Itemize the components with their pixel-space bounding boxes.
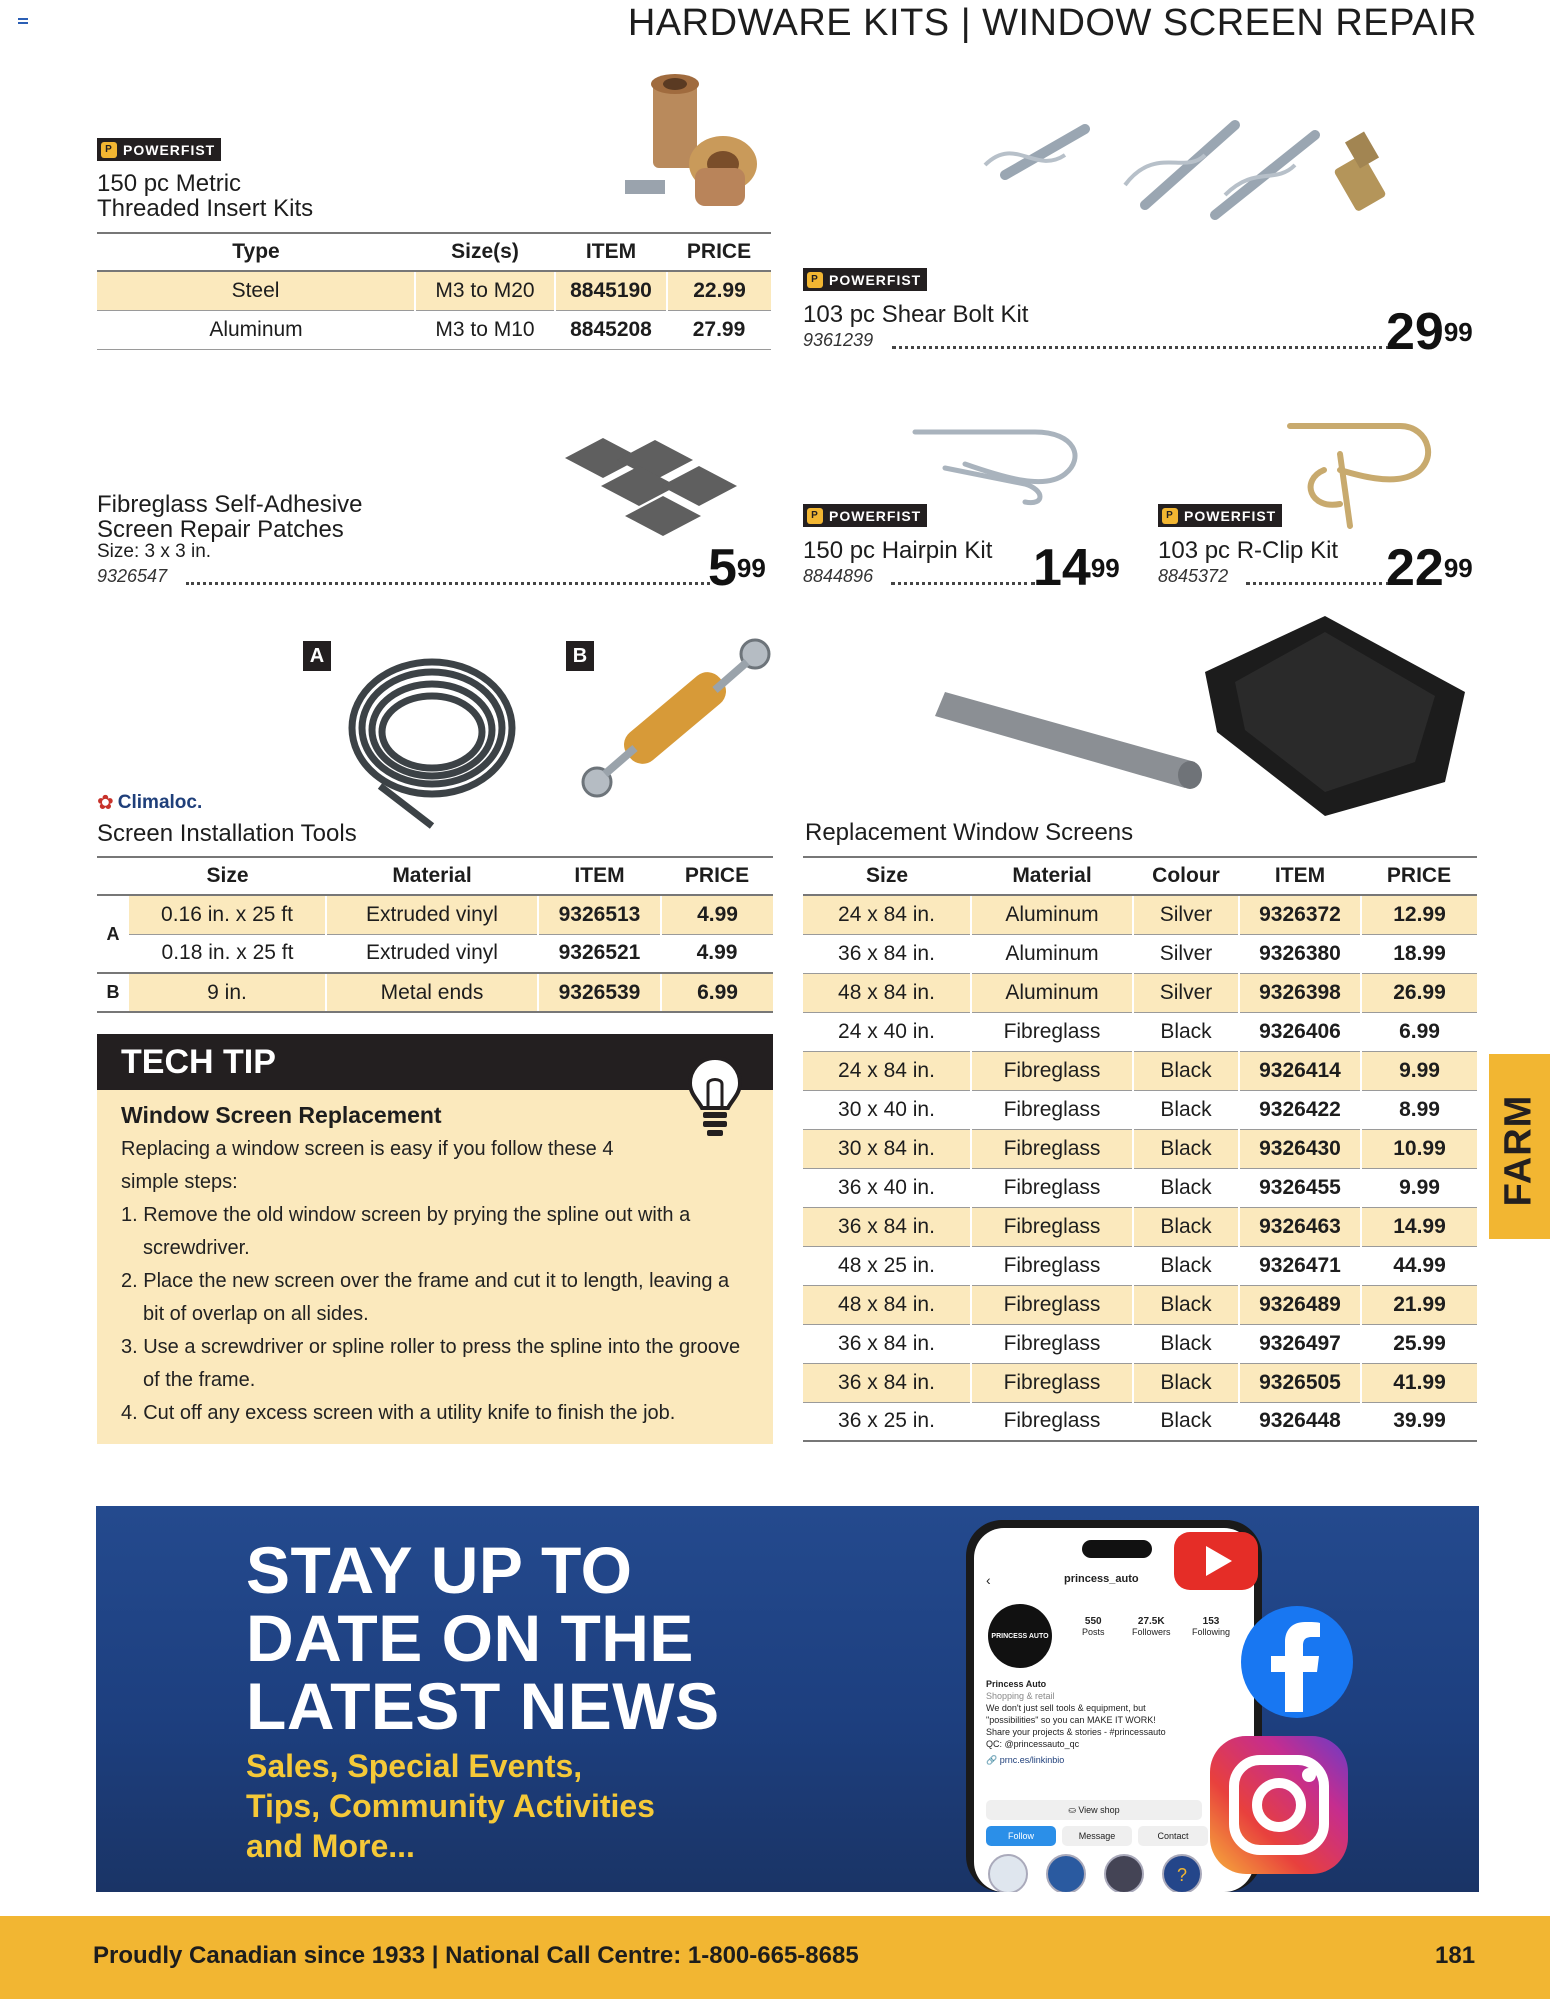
youtube-icon[interactable] xyxy=(1172,1530,1260,1592)
powerfist-logo xyxy=(803,504,927,527)
powerfist-logo xyxy=(1158,504,1282,527)
profile-bio-line: Share your projects & stories - #princessauto xyxy=(986,1727,1166,1737)
cell-price: 9.99 xyxy=(1361,1051,1477,1090)
shear-bolt-title: 103 pc Shear Bolt Kit xyxy=(803,301,1029,328)
banner-headline-line: DATE ON THE xyxy=(246,1601,694,1675)
footer-bar xyxy=(0,1916,1550,1999)
cell-size: 48 x 84 in. xyxy=(803,1285,971,1324)
stat-value: 550 xyxy=(1084,1616,1102,1627)
cell-price: 14.99 xyxy=(1361,1207,1477,1246)
tech-tip-body xyxy=(121,1133,743,1430)
tech-tip-step: 4. Cut off any excess screen with a utility knife to finish the job. xyxy=(121,1402,676,1424)
shear-bolt-price xyxy=(1386,303,1473,361)
profile-name: Princess Auto xyxy=(986,1679,1047,1689)
cell-item: 9326414 xyxy=(1239,1051,1361,1090)
cell-material: Fibreglass xyxy=(971,1246,1133,1285)
price-cents: 99 xyxy=(1443,317,1473,347)
powerfist-badge-icon: P xyxy=(101,142,117,158)
cell-price: 6.99 xyxy=(661,973,773,1012)
tech-tip-step: 2. Place the new screen over the frame and cut it to length, leaving a bit of overlap on all sides. xyxy=(121,1270,730,1325)
table-row xyxy=(803,1324,1477,1363)
cell-colour: Black xyxy=(1133,1012,1239,1051)
tools-table xyxy=(97,856,773,1013)
patches-price xyxy=(708,539,766,597)
price-cents: 99 xyxy=(1090,553,1120,583)
patches-image xyxy=(565,436,740,541)
side-tab-label: FARM xyxy=(1497,1094,1540,1207)
cell-item: 9326448 xyxy=(1239,1402,1361,1441)
col-group xyxy=(97,857,129,895)
powerfist-badge-icon: P xyxy=(1162,508,1178,524)
cell-price: 27.99 xyxy=(667,310,771,349)
cell-group: A xyxy=(97,895,129,973)
insert-kits-title-line2: Threaded Insert Kits xyxy=(97,195,314,222)
cell-price: 12.99 xyxy=(1361,895,1477,934)
patches-title-line2: Screen Repair Patches xyxy=(97,516,344,543)
cell-material: Fibreglass xyxy=(971,1090,1133,1129)
cell-colour: Black xyxy=(1133,1324,1239,1363)
insert-kits-title xyxy=(97,171,313,221)
insert-kits-title-line1: 150 pc Metric xyxy=(97,170,242,197)
view-shop-button[interactable]: ⛀ View shop xyxy=(986,1800,1202,1820)
highlight-story[interactable] xyxy=(988,1854,1028,1892)
rclip-image xyxy=(1280,414,1440,532)
col-price: PRICE xyxy=(667,233,771,271)
cell-type: Steel xyxy=(97,271,415,310)
cell-group: B xyxy=(97,973,129,1012)
cell-material: Extruded vinyl xyxy=(326,895,538,934)
tech-tip-subheading: Window Screen Replacement xyxy=(121,1102,442,1128)
table-row xyxy=(803,1402,1477,1441)
cell-material: Fibreglass xyxy=(971,1051,1133,1090)
cell-price: 25.99 xyxy=(1361,1324,1477,1363)
cell-colour: Black xyxy=(1133,1246,1239,1285)
leader-dots xyxy=(1246,582,1390,585)
highlight-story[interactable] xyxy=(1104,1854,1144,1892)
cell-colour: Silver xyxy=(1133,934,1239,973)
cell-item: 8845190 xyxy=(555,271,667,310)
profile-bio xyxy=(986,1678,1246,1766)
cell-material: Aluminum xyxy=(971,934,1133,973)
cell-colour: Black xyxy=(1133,1090,1239,1129)
cell-item: 9326406 xyxy=(1239,1012,1361,1051)
cell-colour: Black xyxy=(1133,1285,1239,1324)
cell-material: Aluminum xyxy=(971,973,1133,1012)
col-size: Size xyxy=(803,857,971,895)
back-icon[interactable]: ‹ xyxy=(986,1572,991,1588)
cell-material: Fibreglass xyxy=(971,1363,1133,1402)
stat-label: Followers xyxy=(1132,1627,1171,1637)
tools-title: Screen Installation Tools xyxy=(97,820,357,847)
cell-size: 9 in. xyxy=(129,973,326,1012)
cell-size: 36 x 84 in. xyxy=(803,1207,971,1246)
col-price: PRICE xyxy=(1361,857,1477,895)
leader-dots xyxy=(186,582,710,585)
cell-colour: Black xyxy=(1133,1207,1239,1246)
cell-material: Fibreglass xyxy=(971,1012,1133,1051)
cell-price: 6.99 xyxy=(1361,1012,1477,1051)
brand-label: POWERFIST xyxy=(123,141,216,158)
cell-material: Fibreglass xyxy=(971,1285,1133,1324)
table-row xyxy=(803,934,1477,973)
cell-item: 9326372 xyxy=(1239,895,1361,934)
facebook-icon[interactable] xyxy=(1239,1604,1355,1720)
cell-item: 9326513 xyxy=(538,895,661,934)
cell-price: 4.99 xyxy=(661,934,773,973)
cell-item: 9326463 xyxy=(1239,1207,1361,1246)
brand-label: POWERFIST xyxy=(1184,507,1277,524)
table-row xyxy=(803,1285,1477,1324)
cell-colour: Black xyxy=(1133,1168,1239,1207)
cell-size: 24 x 84 in. xyxy=(803,1051,971,1090)
corner-mark xyxy=(18,18,28,24)
cell-size: M3 to M10 xyxy=(415,310,555,349)
profile-handle: princess_auto xyxy=(1064,1573,1139,1585)
cell-size: 48 x 84 in. xyxy=(803,973,971,1012)
table-row xyxy=(97,271,771,310)
footer-contact: Proudly Canadian since 1933 | National Call Centre: 1-800-665-8685 xyxy=(93,1942,859,1969)
label-b: B xyxy=(566,641,594,671)
cell-item: 9326380 xyxy=(1239,934,1361,973)
hairpin-price xyxy=(1033,539,1120,597)
cell-material: Fibreglass xyxy=(971,1129,1133,1168)
social-banner xyxy=(96,1506,1479,1892)
table-row xyxy=(803,1090,1477,1129)
cell-size: 36 x 84 in. xyxy=(803,1324,971,1363)
leader-dots xyxy=(892,346,1390,349)
table-row xyxy=(97,310,771,349)
cell-material: Fibreglass xyxy=(971,1402,1133,1441)
table-row xyxy=(97,934,773,973)
powerfist-badge-icon: P xyxy=(807,508,823,524)
banner-headline xyxy=(246,1533,720,1743)
profile-bio-line: "possibilities" so you can MAKE IT WORK! xyxy=(986,1715,1156,1725)
powerfist-logo xyxy=(803,268,927,291)
cell-size: 24 x 84 in. xyxy=(803,895,971,934)
shear-bolt-image xyxy=(975,105,1425,245)
cell-price: 26.99 xyxy=(1361,973,1477,1012)
screens-table xyxy=(803,856,1477,1442)
climaloc-icon: ✿ xyxy=(97,792,114,814)
help-icon[interactable]: ? xyxy=(1162,1854,1202,1892)
table-row xyxy=(803,895,1477,934)
patches-title xyxy=(97,492,362,542)
cell-size: 36 x 25 in. xyxy=(803,1402,971,1441)
table-row xyxy=(803,1012,1477,1051)
view-shop-label: View shop xyxy=(1078,1805,1120,1815)
spline-coil-image xyxy=(340,636,525,832)
cell-item: 9326455 xyxy=(1239,1168,1361,1207)
brand-label: POWERFIST xyxy=(829,271,922,288)
follow-button[interactable]: Follow xyxy=(986,1826,1056,1846)
cell-size: 30 x 84 in. xyxy=(803,1129,971,1168)
tech-tip-heading: TECH TIP xyxy=(97,1034,773,1090)
hairpin-sku: 8844896 xyxy=(803,566,874,586)
stat-following xyxy=(1192,1616,1230,1637)
cell-size: 36 x 84 in. xyxy=(803,934,971,973)
profile-category: Shopping & retail xyxy=(986,1691,1055,1701)
cell-colour: Black xyxy=(1133,1051,1239,1090)
col-sizes: Size(s) xyxy=(415,233,555,271)
profile-bio-line: QC: @princessauto_qc xyxy=(986,1739,1080,1749)
cell-price: 39.99 xyxy=(1361,1402,1477,1441)
table-row xyxy=(803,973,1477,1012)
cell-price: 10.99 xyxy=(1361,1129,1477,1168)
banner-subline-line: Sales, Special Events, xyxy=(246,1748,583,1784)
phone-notch xyxy=(1082,1540,1152,1558)
price-dollars: 29 xyxy=(1386,303,1444,361)
table-row xyxy=(803,1246,1477,1285)
col-item: ITEM xyxy=(538,857,661,895)
page-title: HARDWARE KITS | WINDOW SCREEN REPAIR xyxy=(627,2,1477,44)
cell-material: Aluminum xyxy=(971,895,1133,934)
tech-tip-step: 3. Use a screwdriver or spline roller to press the spline into the groove of the frame. xyxy=(121,1336,741,1391)
cell-material: Fibreglass xyxy=(971,1207,1133,1246)
col-material: Material xyxy=(971,857,1133,895)
col-size: Size xyxy=(129,857,326,895)
cell-item: 9326521 xyxy=(538,934,661,973)
screens-table-body xyxy=(803,895,1477,1441)
price-cents: 99 xyxy=(1443,553,1473,583)
leader-dots xyxy=(891,582,1035,585)
profile-link-text: prnc.es/linkinbio xyxy=(999,1755,1065,1765)
rclip-title: 103 pc R-Clip Kit xyxy=(1158,537,1339,564)
table-row xyxy=(97,973,773,1012)
cell-price: 4.99 xyxy=(661,895,773,934)
cell-item: 9326398 xyxy=(1239,973,1361,1012)
patches-sku: 9326547 xyxy=(97,566,168,586)
label-a: A xyxy=(303,641,331,671)
threaded-insert-image xyxy=(615,72,775,212)
stat-label: Following xyxy=(1192,1627,1231,1637)
rclip-sku: 8845372 xyxy=(1158,566,1229,586)
cell-item: 9326497 xyxy=(1239,1324,1361,1363)
table-row xyxy=(803,1129,1477,1168)
cell-price: 21.99 xyxy=(1361,1285,1477,1324)
banner-subline-line: and More... xyxy=(246,1828,415,1864)
stat-followers xyxy=(1132,1616,1171,1637)
cell-size: 0.18 in. x 25 ft xyxy=(129,934,326,973)
col-colour: Colour xyxy=(1133,857,1239,895)
stat-value: 153 xyxy=(1202,1616,1220,1627)
table-row xyxy=(97,895,773,934)
cell-price: 44.99 xyxy=(1361,1246,1477,1285)
shear-bolt-sku: 9361239 xyxy=(803,330,874,350)
cell-item: 9326539 xyxy=(538,973,661,1012)
hairpin-title: 150 pc Hairpin Kit xyxy=(803,537,993,564)
patches-title-line1: Fibreglass Self-Adhesive xyxy=(97,491,363,518)
profile-bio-line: We don't just sell tools & equipment, but xyxy=(986,1703,1146,1713)
cell-colour: Silver xyxy=(1133,895,1239,934)
cell-price: 41.99 xyxy=(1361,1363,1477,1402)
climaloc-logo xyxy=(97,790,202,815)
page-number: 181 xyxy=(1435,1942,1476,1969)
price-dollars: 14 xyxy=(1033,539,1091,597)
cell-price: 8.99 xyxy=(1361,1090,1477,1129)
lightbulb-icon xyxy=(686,1054,744,1140)
cell-size: 0.16 in. x 25 ft xyxy=(129,895,326,934)
avatar: PRINCESS AUTO xyxy=(988,1604,1052,1668)
table-row xyxy=(803,1207,1477,1246)
message-button[interactable]: Message xyxy=(1062,1826,1132,1846)
price-dollars: 22 xyxy=(1386,539,1444,597)
instagram-icon[interactable] xyxy=(1208,1734,1350,1876)
cell-colour: Silver xyxy=(1133,973,1239,1012)
price-cents: 99 xyxy=(736,553,766,583)
cell-item: 8845208 xyxy=(555,310,667,349)
cell-size: 48 x 25 in. xyxy=(803,1246,971,1285)
table-row xyxy=(803,1168,1477,1207)
hairpin-image xyxy=(905,418,1095,508)
cell-size: 30 x 40 in. xyxy=(803,1090,971,1129)
col-type: Type xyxy=(97,233,415,271)
banner-subline-line: Tips, Community Activities xyxy=(246,1788,655,1824)
stat-posts xyxy=(1082,1616,1105,1637)
cell-item: 9326422 xyxy=(1239,1090,1361,1129)
contact-button[interactable]: Contact xyxy=(1138,1826,1208,1846)
cell-size: M3 to M20 xyxy=(415,271,555,310)
price-dollars: 5 xyxy=(708,539,737,597)
cell-size: 24 x 40 in. xyxy=(803,1012,971,1051)
tech-tip-intro: Replacing a window screen is easy if you follow these 4 simple steps: xyxy=(121,1138,614,1193)
cell-material: Fibreglass xyxy=(971,1324,1133,1363)
side-tab-farm xyxy=(1489,1054,1550,1239)
cell-size: 36 x 84 in. xyxy=(803,1363,971,1402)
cell-item: 9326430 xyxy=(1239,1129,1361,1168)
cell-type: Aluminum xyxy=(97,310,415,349)
cell-item: 9326505 xyxy=(1239,1363,1361,1402)
climaloc-label: Climaloc. xyxy=(117,791,203,813)
cell-item: 9326489 xyxy=(1239,1285,1361,1324)
banner-headline-line: LATEST NEWS xyxy=(246,1669,720,1743)
insert-kits-table xyxy=(97,232,771,350)
tech-tip-steps xyxy=(121,1199,743,1430)
tech-tip-box xyxy=(97,1034,773,1444)
brand-label: POWERFIST xyxy=(829,507,922,524)
spline-roller-image xyxy=(575,636,775,806)
cell-material: Fibreglass xyxy=(971,1168,1133,1207)
cell-material: Metal ends xyxy=(326,973,538,1012)
banner-headline-line: STAY UP TO xyxy=(246,1533,633,1607)
patches-size: Size: 3 x 3 in. xyxy=(97,541,212,562)
col-material: Material xyxy=(326,857,538,895)
table-row xyxy=(803,1363,1477,1402)
cell-material: Extruded vinyl xyxy=(326,934,538,973)
powerfist-logo xyxy=(97,138,221,161)
cell-colour: Black xyxy=(1133,1402,1239,1441)
powerfist-badge-icon: P xyxy=(807,272,823,288)
highlight-story[interactable] xyxy=(1046,1854,1086,1892)
profile-link[interactable]: 🔗 prnc.es/linkinbio xyxy=(986,1755,1065,1765)
cell-colour: Black xyxy=(1133,1363,1239,1402)
cell-price: 9.99 xyxy=(1361,1168,1477,1207)
col-item: ITEM xyxy=(555,233,667,271)
col-price: PRICE xyxy=(661,857,773,895)
table-row xyxy=(803,1051,1477,1090)
cell-item: 9326471 xyxy=(1239,1246,1361,1285)
rclip-price xyxy=(1386,539,1473,597)
stat-value: 27.5K xyxy=(1137,1616,1165,1627)
cell-size: 36 x 40 in. xyxy=(803,1168,971,1207)
tech-tip-step: 1. Remove the old window screen by prying the spline out with a screwdriver. xyxy=(121,1204,691,1259)
banner-subline xyxy=(246,1746,655,1866)
cell-price: 18.99 xyxy=(1361,934,1477,973)
cell-price: 22.99 xyxy=(667,271,771,310)
screens-title: Replacement Window Screens xyxy=(805,819,1134,846)
col-item: ITEM xyxy=(1239,857,1361,895)
stat-label: Posts xyxy=(1082,1627,1105,1637)
cell-colour: Black xyxy=(1133,1129,1239,1168)
window-screens-image xyxy=(935,612,1475,820)
